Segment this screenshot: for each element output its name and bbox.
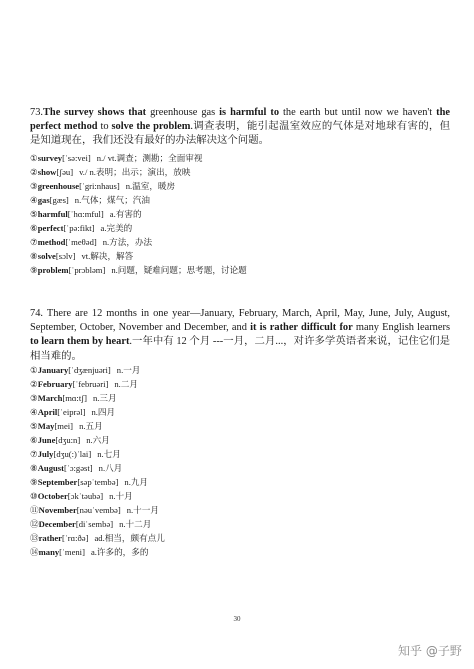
vocab-word: method (37, 237, 66, 247)
vocab-ipa: [mei] (54, 421, 74, 431)
vocab-word: greenhouse (37, 181, 80, 191)
key-phrase: it is rather difficult for (250, 322, 353, 334)
vocab-meaning: n.气体；煤气；汽油 (74, 195, 150, 205)
vocab-meaning: a.许多的，多的 (90, 547, 149, 557)
vocab-number: ⑤ (30, 209, 38, 219)
vocab-ipa: [ˈmeni] (59, 547, 85, 557)
vocab-number: ① (30, 365, 38, 375)
vocab-list-74 (30, 363, 450, 559)
vocab-ipa: [dʒu:n] (55, 435, 81, 445)
vocab-item (30, 151, 450, 165)
sentence-number: 74. (30, 308, 43, 319)
vocab-item (30, 433, 450, 447)
vocab-meaning: v./ n.表明；出示；演出，放映 (79, 167, 191, 177)
vocab-number: ⑥ (30, 435, 38, 445)
vocab-meaning: n.十月 (109, 491, 133, 501)
vocab-ipa: [ˈgri:nhaus] (79, 181, 120, 191)
vocab-ipa: [ˈsə:vei] (62, 153, 91, 163)
vocab-number: ⑦ (30, 449, 38, 459)
vocab-number: ⑩ (30, 491, 38, 501)
vocab-ipa: [ˈeiprəl] (57, 407, 86, 417)
vocab-word: January (37, 365, 69, 375)
vocab-item (30, 249, 450, 263)
vocab-ipa: [ˈfebruəri] (72, 379, 109, 389)
vocab-item (30, 207, 450, 221)
vocab-meaning: n.三月 (92, 393, 117, 403)
vocab-number: ⑧ (30, 251, 38, 261)
vocab-meaning: n.十一月 (126, 505, 159, 515)
vocab-ipa: [diˈsembə] (75, 519, 114, 529)
vocab-item (30, 221, 450, 235)
vocab-number: ⑪ (30, 505, 39, 515)
vocab-word: November (38, 505, 77, 515)
vocab-ipa: [sɔlv] (55, 251, 76, 261)
vocab-list-73 (30, 151, 450, 277)
vocab-number: ⑫ (30, 519, 39, 529)
vocab-word: show (37, 167, 57, 177)
vocab-number: ③ (30, 181, 38, 191)
vocab-word: perfect (37, 223, 64, 233)
vocab-meaning: n.十二月 (119, 519, 152, 529)
vocab-number: ① (30, 153, 38, 163)
sentence-73 (30, 106, 450, 149)
vocab-item (30, 405, 450, 419)
vocab-word: February (37, 379, 73, 389)
page-number: 30 (233, 615, 241, 623)
vocab-number: ③ (30, 393, 38, 403)
vocab-item (30, 475, 450, 489)
vocab-meaning: vt.解决，解答 (81, 251, 134, 261)
vocab-meaning: n.二月 (114, 379, 138, 389)
vocab-number: ④ (30, 195, 38, 205)
vocab-ipa: [mɑ:tʃ] (62, 393, 87, 403)
vocab-item (30, 419, 450, 433)
vocab-ipa: [gæs] (49, 195, 69, 205)
sentence-text: .一年中有 12 个月 ---一月，二月...，对许多学英语者来说，记住它们是相当难的。 (30, 336, 450, 362)
vocab-word: April (37, 407, 58, 417)
sentence-text: to (97, 121, 112, 133)
sentence-text: There are 12 months in one year—January, February, March, April, May, June, July, August, September, October, November and December, and (30, 308, 450, 334)
vocab-item (30, 391, 450, 405)
vocab-word: July (37, 449, 54, 459)
vocab-number: ⑭ (30, 547, 39, 557)
vocab-number: ⑦ (30, 237, 38, 247)
vocab-item (30, 461, 450, 475)
vocab-ipa: [ɔkˈtəubə] (67, 491, 104, 501)
vocab-ipa: [ˈhɑ:mful] (67, 209, 104, 219)
watermark: 知乎 @子野 (398, 644, 462, 658)
vocab-meaning: n.七月 (97, 449, 121, 459)
vocab-ipa: [ˈmeθəd] (65, 237, 97, 247)
vocab-item (30, 363, 450, 377)
vocab-meaning: ad.相当，颇有点儿 (94, 533, 165, 543)
vocab-word: October (37, 491, 68, 501)
vocab-ipa: [ˈrɑ:ðə] (62, 533, 89, 543)
vocab-word: solve (37, 251, 56, 261)
vocab-meaning: n./ vt.调查；测勘；全面审视 (96, 153, 203, 163)
vocab-item (30, 165, 450, 179)
vocab-ipa: [ˈprɔbləm] (68, 265, 106, 275)
vocab-ipa: [səpˈtembə] (77, 477, 119, 487)
vocab-item (30, 235, 450, 249)
vocab-ipa: [ˈpə:fikt] (63, 223, 95, 233)
vocab-meaning: n.温室，暖房 (125, 181, 176, 191)
vocab-number: ④ (30, 407, 38, 417)
vocab-meaning: n.方法，办法 (102, 237, 153, 247)
vocab-ipa: [ʃəu] (56, 167, 74, 177)
vocab-ipa: [ˈɔ:gəst] (64, 463, 93, 473)
key-phrase: The survey shows that (43, 107, 147, 118)
vocab-item (30, 447, 450, 461)
vocab-number: ② (30, 167, 38, 177)
vocab-meaning: n.问题，疑难问题；思考题，讨论题 (111, 265, 247, 275)
vocab-word: September (37, 477, 78, 487)
key-phrase: solve the problem (111, 121, 191, 133)
vocab-word: rather (38, 533, 62, 543)
vocab-ipa: [ˈdʒænjuəri] (68, 365, 111, 375)
vocab-meaning: n.一月 (116, 365, 141, 375)
sentence-74 (30, 307, 450, 364)
sentence-text: the earth but until now we haven't (279, 107, 437, 118)
vocab-meaning: n.四月 (91, 407, 116, 417)
vocab-ipa: [dʒu(:)ˈlai] (53, 449, 92, 459)
vocab-item (30, 489, 450, 503)
vocab-word: problem (37, 265, 69, 275)
vocab-meaning: n.九月 (124, 477, 149, 487)
key-phrase: is harmful to (219, 107, 280, 118)
vocab-number: ⑤ (30, 421, 38, 431)
vocab-word: May (37, 421, 55, 431)
vocab-item (30, 179, 450, 193)
vocab-meaning: n.六月 (86, 435, 110, 445)
vocab-number: ⑨ (30, 265, 38, 275)
vocab-word: March (37, 393, 63, 403)
vocab-number: ⑧ (30, 463, 38, 473)
vocab-word: August (37, 463, 64, 473)
vocab-number: ⑬ (30, 533, 39, 543)
vocab-number: ⑨ (30, 477, 38, 487)
vocab-number: ② (30, 379, 38, 389)
vocab-item (30, 531, 450, 545)
vocab-meaning: a.完美的 (100, 223, 133, 233)
vocab-item (30, 377, 450, 391)
vocab-word: June (37, 435, 56, 445)
vocab-word: many (38, 547, 60, 557)
sentence-text: many English learners (352, 322, 450, 334)
vocab-item (30, 545, 450, 559)
vocab-word: December (38, 519, 76, 529)
sentence-text: .调查表明，能引起温室效应的气体是对地球有害的，但是知道现在，我们还没有最好的办法解决这个问题。 (30, 121, 450, 147)
vocab-meaning: n.五月 (79, 421, 103, 431)
vocab-number: ⑥ (30, 223, 38, 233)
vocab-item (30, 193, 450, 207)
vocab-ipa: [nəuˈvembə] (76, 505, 121, 515)
key-phrase: to learn them by heart (30, 336, 130, 348)
sentence-text: greenhouse gas (146, 107, 220, 118)
vocab-item (30, 263, 450, 277)
key-phrase: the perfect method (30, 107, 450, 133)
vocab-item (30, 517, 450, 531)
vocab-word: gas (37, 195, 50, 205)
vocab-word: harmful (37, 209, 68, 219)
sentence-number: 73. (30, 107, 43, 118)
vocab-word: survey (37, 153, 63, 163)
vocab-meaning: n.八月 (98, 463, 123, 473)
vocab-meaning: a.有害的 (109, 209, 142, 219)
vocab-item (30, 503, 450, 517)
